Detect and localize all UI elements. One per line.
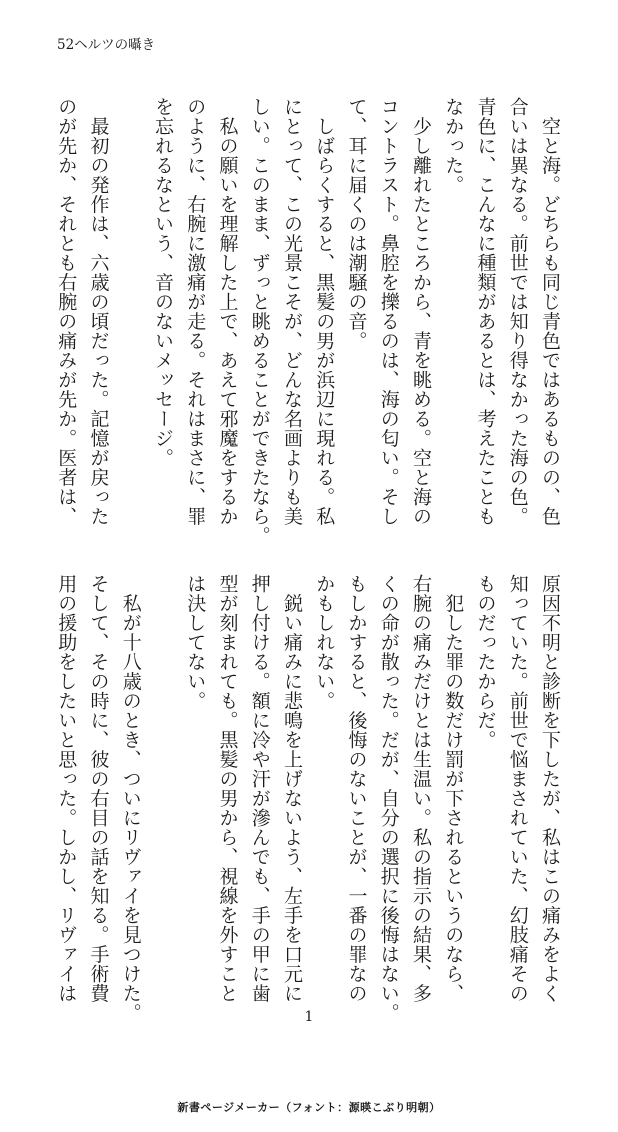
text-line: のが先か、それとも右腕の痛みが先か。医者は、 (55, 97, 78, 526)
text-line: かもしれない。 (313, 574, 336, 711)
text-line: 最初の発作は、六歳の頃だった。記憶が戻った (87, 97, 110, 526)
text-line: 少し離れたところから、青を眺める。空と海の (410, 97, 432, 526)
text-line: にとって、この光景こそが、どんな名画よりも美 (281, 97, 303, 526)
text-block-top (50, 97, 566, 547)
text-line: のように、右腕に激痛が走る。それはまさに、罪 (184, 97, 207, 526)
text-line: しばらくすると、黒髪の男が浜辺に現れる。私 (313, 97, 336, 526)
blank-line (115, 97, 147, 547)
text-line: 押し付ける。額に冷や汗が滲んでも、手の甲に歯 (248, 574, 271, 1003)
text-line: 型が刻まれても。黒髪の男から、視線を外すこと (216, 574, 239, 1003)
text-line: しい。このまま、ずっと眺めることができたなら。 (248, 97, 271, 546)
page-number: 1 (304, 1009, 314, 1025)
text-line: 合いは異なる。前世では知り得なかった海の色。 (506, 97, 529, 526)
text-line: もしかすると、後悔のないことが、一番の罪なの (345, 574, 368, 1003)
text-line: くの命が散った。だが、自分の選択に後悔はない。 (377, 574, 400, 1023)
text-line: 青色に、こんなに種類があるとは、考えたことも (474, 97, 497, 526)
text-line: は決してない。 (184, 574, 207, 711)
text-line: 私が十八歳のとき、ついにリヴァイを見つけた。 (119, 574, 142, 1023)
running-head-title: 52ヘルツの囁き (57, 37, 156, 53)
text-line: 空と海。どちらも同じ青色ではあるものの、色 (539, 97, 561, 526)
text-line: 私の願いを理解した上で、あえて邪魔をするか (216, 97, 239, 526)
text-line: を忘れるなという、音のないメッセージ。 (152, 97, 174, 468)
text-line: 右腕の痛みだけとは生温い。私の指示の結果、多 (410, 574, 432, 1003)
text-line: 用の援助をしたいと思った。しかし、リヴァイは (55, 574, 78, 1003)
text-line: 犯した罪の数だけ罰が下されるというのなら、 (442, 574, 465, 1003)
text-line: ものだったからだ。 (474, 574, 497, 750)
text-block-bottom (50, 574, 566, 1024)
text-line: 鋭い痛みに悲鳴を上げないよう、左手を口元に (281, 574, 303, 1003)
footer-credit: 新書ページメーカー（フォント：源暎こぶり明朝） (177, 1101, 441, 1114)
text-line: て、耳に届くのは潮騒の音。 (345, 97, 368, 351)
text-line: 原因不明と診断を下したが、私はこの痛みをよく (539, 574, 561, 1003)
text-line: 知っていた。前世で悩まされていた、幻肢痛その (506, 574, 529, 1003)
text-line: コントラスト。鼻腔を擽るのは、海の匂い。そし (377, 97, 400, 526)
text-line: なかった。 (442, 97, 465, 195)
blank-line (147, 574, 179, 1024)
text-line: そして、その時に、彼の右目の話を知る。手術費 (87, 574, 110, 1003)
